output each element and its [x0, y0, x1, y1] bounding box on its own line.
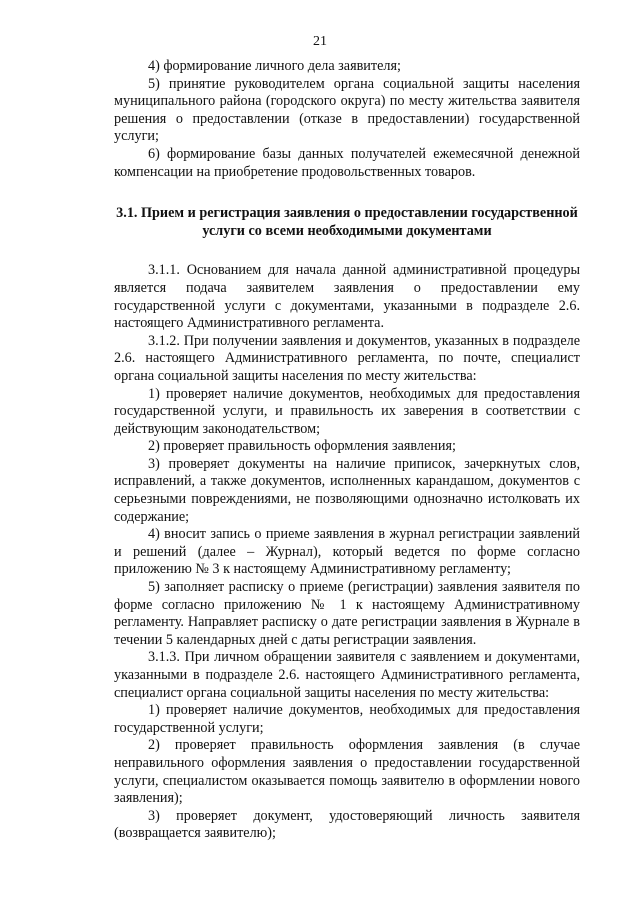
- page-number: 21: [313, 34, 327, 49]
- clause-3-1-3: 3.1.3. При личном обращении заявителя с заявлением и документами, указанными в подразделе 2.6. настоящего Административного регламента, специалист органа социальной защиты населения по месту жительства:: [114, 649, 580, 701]
- clause-3-1-2-item-2: 2) проверяет правильность оформления заявления;: [148, 438, 456, 455]
- clause-3-1-3-item-1: 1) проверяет наличие документов, необходимых для предоставления государственной услуги;: [114, 702, 580, 736]
- intro-item-5: 5) принятие руководителем органа социальной защиты населения муниципального района (городского округа) по месту жительства заявителя решения о предоставлении (отказе в предоставлении) государственной услуги;: [114, 75, 580, 145]
- clause-3-1-2-item-4: 4) вносит запись о приеме заявления в журнал регистрации заявлений и решений (далее – Журнал), который ведется по форме согласно приложению № 3 к настоящему Административному регламенту;: [114, 526, 580, 578]
- document-body: [114, 58, 580, 843]
- section-heading: 3.1. Прием и регистрация заявления о предоставлении государственной услуги со всеми необходимыми документами: [116, 205, 578, 239]
- clause-3-1-1: 3.1.1. Основанием для начала данной административной процедуры является подача заявителем заявления о предоставлении ему государственной услуги с документами, указанными в подразделе 2.6. настоящего Административного регламента.: [114, 262, 580, 332]
- clause-3-1-3-item-3: 3) проверяет документ, удостоверяющий личность заявителя (возвращается заявителю);: [114, 807, 580, 842]
- clause-3-1-2: 3.1.2. При получении заявления и документов, указанных в подразделе 2.6. настоящего Административного регламента, по почте, специалист органа социальной защиты населения по месту жительства:: [114, 332, 580, 384]
- clause-3-1-2-item-3: 3) проверяет документы на наличие приписок, зачеркнутых слов, исправлений, а также документов, исполненных карандашом, документов с серьезными повреждениями, не позволяющими однозначно истолковать их содержание;: [114, 455, 580, 525]
- clause-3-1-2-item-1: 1) проверяет наличие документов, необходимых для предоставления государственной услуги, и правильность их заверения в соответствии с действующим законодательством;: [114, 385, 580, 437]
- clause-3-1-3-item-2: 2) проверяет правильность оформления заявления (в случае неправильного оформления заявления о предоставлении государственной услуги, специалистом оказывается помощь заявителю в оформлении нового заявления);: [114, 737, 580, 807]
- intro-item-4: 4) формирование личного дела заявителя;: [148, 58, 401, 74]
- clause-3-1-2-item-5: 5) заполняет расписку о приеме (регистрации) заявления заявителя по форме согласно приложению № 1 к настоящему Административному регламенту. Направляет расписку о дате регистрации заявления в Журнале в течении 5 календарных дней с даты регистрации заявления.: [114, 579, 580, 648]
- intro-item-6: 6) формирование базы данных получателей ежемесячной денежной компенсации на приобретение продовольственных товаров.: [114, 145, 580, 180]
